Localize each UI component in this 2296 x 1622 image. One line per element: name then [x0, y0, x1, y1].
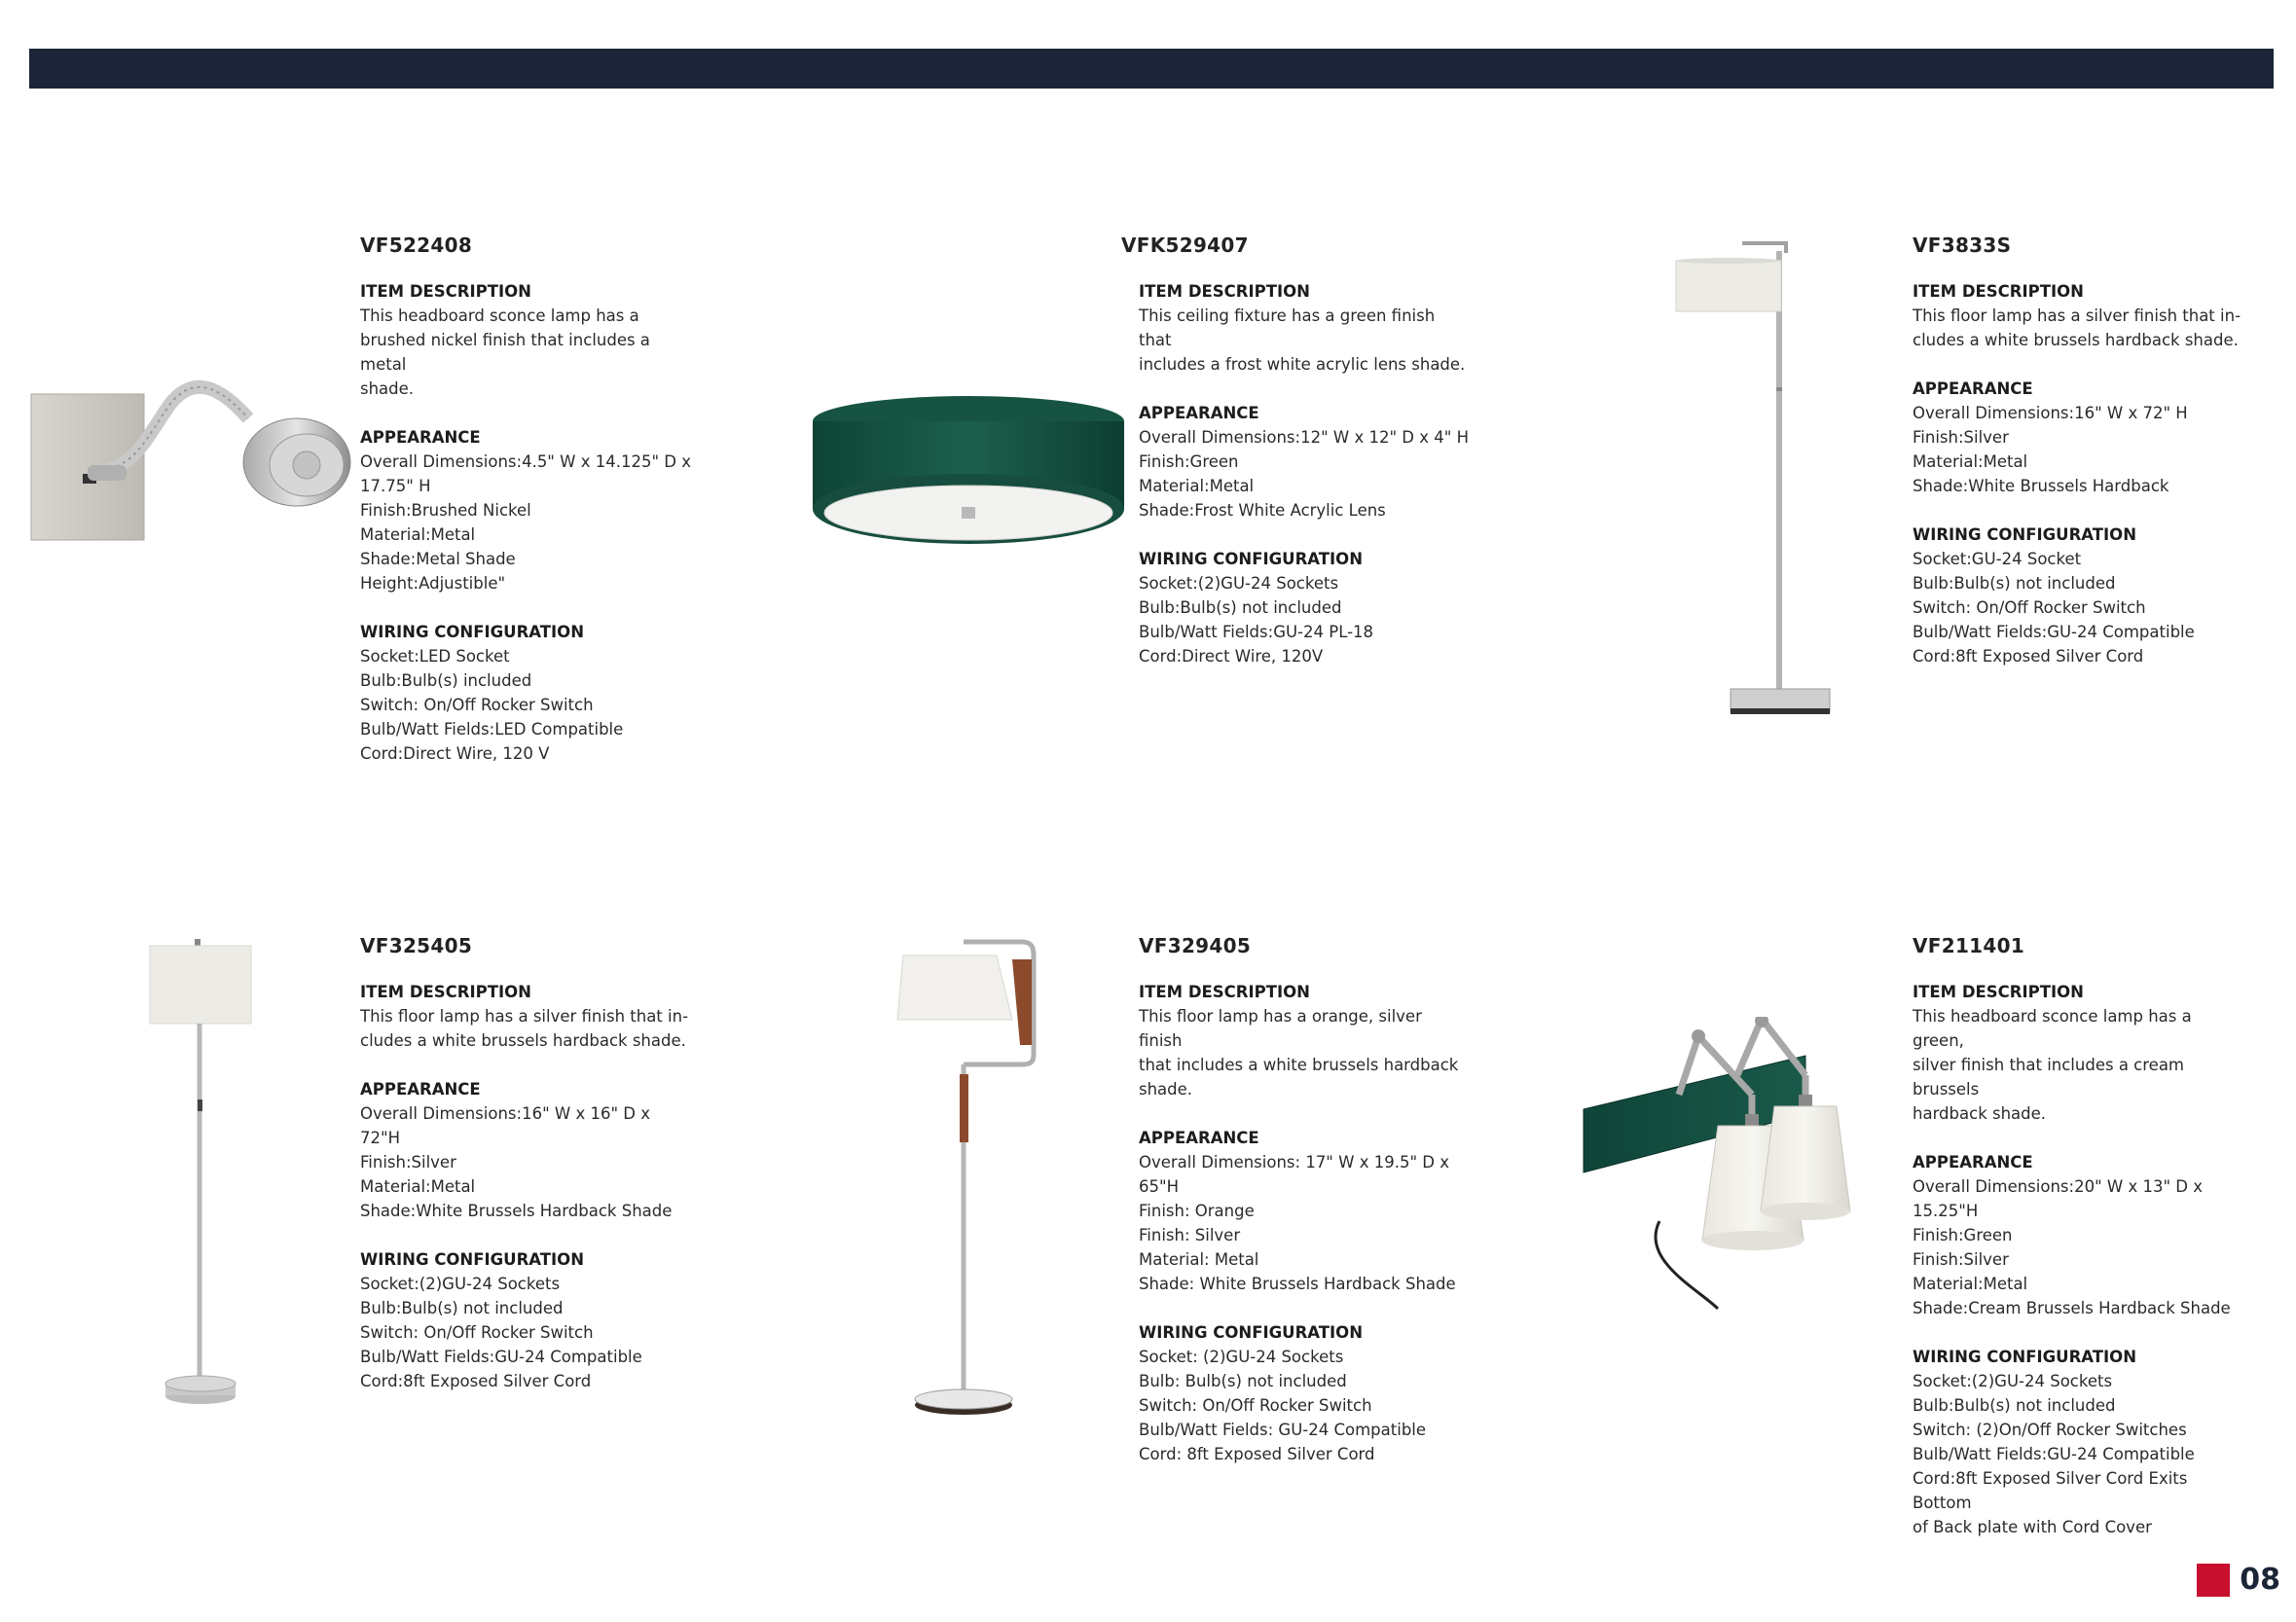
wiring-line: Bulb/Watt Fields:GU-24 Compatible — [360, 1348, 642, 1366]
wiring-title: WIRING CONFIGURATION — [360, 1250, 585, 1269]
wiring-line: of Back plate with Cord Cover — [1913, 1518, 2152, 1536]
description-line: This floor lamp has a orange, silver finish — [1139, 1007, 1428, 1050]
appearance-title: APPEARANCE — [1913, 379, 2033, 398]
appearance-line: 15.25"H — [1913, 1202, 1979, 1220]
appearance-line: Shade: White Brussels Hardback Shade — [1139, 1275, 1456, 1293]
appearance-line: Shade:White Brussels Hardback Shade — [360, 1202, 673, 1220]
product-info — [1121, 234, 1470, 668]
appearance-line: Finish:Silver — [1913, 1250, 2009, 1269]
appearance-line: Material:Metal — [360, 1177, 476, 1196]
appearance-line: Finish:Brushed Nickel — [360, 501, 531, 520]
product-card — [808, 934, 1548, 1557]
description-line: cludes a white brussels hardback shade. — [1913, 331, 2239, 349]
ceiling-fixture-image — [808, 394, 1129, 559]
product-code: VF3833S — [1913, 234, 2012, 257]
wiring-line: Bulb: Bulb(s) not included — [1139, 1372, 1347, 1390]
appearance-line: Finish:Green — [1139, 452, 1239, 471]
wiring-line: Cord:Direct Wire, 120V — [1139, 647, 1324, 666]
product-code: VF522408 — [360, 234, 473, 257]
appearance-line: Material:Metal — [1139, 477, 1255, 495]
appearance-line: Material: Metal — [1139, 1250, 1259, 1269]
wiring-line: Socket:GU-24 Socket — [1913, 550, 2082, 568]
product-info — [360, 234, 691, 766]
wiring-title: WIRING CONFIGURATION — [1913, 525, 2137, 544]
product-code: VF325405 — [360, 934, 473, 957]
description-title: ITEM DESCRIPTION — [1913, 983, 2084, 1001]
wiring-line: Cord:8ft Exposed Silver Cord — [360, 1372, 592, 1390]
wiring-line: Bulb/Watt Fields: GU-24 Compatible — [1139, 1421, 1427, 1439]
wiring-title: WIRING CONFIGURATION — [1139, 1323, 1364, 1342]
description-line: shade. — [1139, 1080, 1193, 1099]
wiring-title: WIRING CONFIGURATION — [360, 623, 585, 641]
wiring-line: Cord:8ft Exposed Silver Cord — [1913, 647, 2144, 666]
appearance-title: APPEARANCE — [1139, 404, 1259, 422]
description-line: hardback shade. — [1913, 1104, 2047, 1123]
appearance-line: Material:Metal — [360, 525, 476, 544]
wiring-line: Cord:8ft Exposed Silver Cord Exits Bottom — [1913, 1469, 2193, 1512]
wiring-line: Bulb/Watt Fields:GU-24 PL-18 — [1139, 623, 1374, 641]
description-title: ITEM DESCRIPTION — [1139, 282, 1310, 301]
appearance-line: Finish:Silver — [1913, 428, 2009, 447]
appearance-line: Height:Adjustible" — [360, 574, 506, 593]
appearance-line: Shade:Frost White Acrylic Lens — [1139, 501, 1386, 520]
appearance-line: Shade:White Brussels Hardback — [1913, 477, 2169, 495]
product-info — [360, 934, 691, 1393]
product-code: VF329405 — [1139, 934, 1252, 957]
description-line: shade. — [360, 379, 415, 398]
wiring-title: WIRING CONFIGURATION — [1139, 550, 1364, 568]
description-line: brushed nickel finish that includes a metal — [360, 331, 656, 374]
wiring-title: WIRING CONFIGURATION — [1913, 1348, 2137, 1366]
floor-lamp-image — [146, 934, 292, 1416]
description-line: This ceiling fixture has a green finish that — [1139, 306, 1440, 349]
product-code: VF211401 — [1913, 934, 2025, 957]
appearance-line: Overall Dimensions:16" W x 16" D x 72"H — [360, 1104, 656, 1147]
product-card — [808, 234, 1548, 856]
wiring-line: Switch: On/Off Rocker Switch — [360, 696, 594, 714]
wiring-line: Switch: On/Off Rocker Switch — [1913, 598, 2146, 617]
swing-arm-floor-lamp-image — [895, 938, 1041, 1424]
product-info — [1913, 934, 2243, 1539]
headboard-sconce-lamp-image — [29, 350, 360, 559]
appearance-title: APPEARANCE — [1913, 1153, 2033, 1171]
description-title: ITEM DESCRIPTION — [1913, 282, 2084, 301]
appearance-line: Material:Metal — [1913, 452, 2028, 471]
description-title: ITEM DESCRIPTION — [360, 282, 531, 301]
description-line: that includes a white brussels hardback — [1139, 1056, 1459, 1074]
product-info — [1913, 234, 2243, 668]
appearance-line: Overall Dimensions:12" W x 12" D x 4" H — [1139, 428, 1469, 447]
description-line: includes a frost white acrylic lens shade. — [1139, 355, 1466, 374]
wiring-line: Cord: 8ft Exposed Silver Cord — [1139, 1445, 1375, 1463]
description-line: silver finish that includes a cream brussels — [1913, 1056, 2190, 1099]
appearance-line: Overall Dimensions: 17" W x 19.5" D x — [1139, 1153, 1450, 1171]
appearance-line: Shade:Metal Shade — [360, 550, 516, 568]
product-card — [1582, 934, 2296, 1557]
appearance-line: Finish: Orange — [1139, 1202, 1255, 1220]
appearance-title: APPEARANCE — [360, 1080, 481, 1099]
product-card — [29, 934, 769, 1557]
wiring-line: Bulb:Bulb(s) not included — [1913, 1396, 2116, 1415]
appearance-line: Material:Metal — [1913, 1275, 2028, 1293]
appearance-line: Shade:Cream Brussels Hardback Shade — [1913, 1299, 2231, 1317]
description-line: This floor lamp has a silver finish that in- — [1913, 306, 2241, 325]
wiring-line: Socket:LED Socket — [360, 647, 510, 666]
appearance-line: Overall Dimensions:4.5" W x 14.125" D x — [360, 452, 691, 471]
description-title: ITEM DESCRIPTION — [1139, 983, 1310, 1001]
description-line: This headboard sconce lamp has a green, — [1913, 1007, 2197, 1050]
appearance-line: Finish: Silver — [1139, 1226, 1241, 1244]
wiring-line: Bulb/Watt Fields:GU-24 Compatible — [1913, 1445, 2195, 1463]
wiring-line: Socket: (2)GU-24 Sockets — [1139, 1348, 1344, 1366]
appearance-title: APPEARANCE — [1139, 1129, 1259, 1147]
appearance-line: 17.75" H — [360, 477, 431, 495]
appearance-line: 65"H — [1139, 1177, 1179, 1196]
appearance-line: Finish:Green — [1913, 1226, 2013, 1244]
red-square-marker — [2197, 1564, 2230, 1597]
page-number-badge — [2197, 1563, 2280, 1597]
appearance-line: Finish:Silver — [360, 1153, 456, 1171]
arc-floor-lamp-image — [1674, 241, 1849, 728]
description-title: ITEM DESCRIPTION — [360, 983, 531, 1001]
appearance-title: APPEARANCE — [360, 428, 481, 447]
wiring-line: Bulb:Bulb(s) not included — [360, 1299, 564, 1317]
wiring-line: Bulb/Watt Fields:LED Compatible — [360, 720, 624, 739]
product-card — [1582, 234, 2296, 856]
header-bar — [29, 49, 2274, 89]
description-line: cludes a white brussels hardback shade. — [360, 1031, 686, 1050]
description-line: This floor lamp has a silver finish that in- — [360, 1007, 689, 1026]
description-line: This headboard sconce lamp has a — [360, 306, 639, 325]
product-card — [29, 234, 769, 856]
double-sconce-image — [1582, 1017, 1874, 1338]
appearance-line: Overall Dimensions:16" W x 72" H — [1913, 404, 2188, 422]
wiring-line: Bulb:Bulb(s) not included — [1139, 598, 1342, 617]
page-number: 08 — [2240, 1563, 2280, 1597]
wiring-line: Bulb:Bulb(s) not included — [1913, 574, 2116, 593]
wiring-line: Bulb:Bulb(s) included — [360, 671, 532, 690]
product-info — [1139, 934, 1470, 1466]
wiring-line: Cord:Direct Wire, 120 V — [360, 744, 550, 763]
wiring-line: Socket:(2)GU-24 Sockets — [1913, 1372, 2113, 1390]
wiring-line: Switch: On/Off Rocker Switch — [360, 1323, 594, 1342]
wiring-line: Bulb/Watt Fields:GU-24 Compatible — [1913, 623, 2195, 641]
wiring-line: Socket:(2)GU-24 Sockets — [1139, 574, 1339, 593]
wiring-line: Switch: (2)On/Off Rocker Switches — [1913, 1421, 2187, 1439]
wiring-line: Socket:(2)GU-24 Sockets — [360, 1275, 561, 1293]
appearance-line: Overall Dimensions:20" W x 13" D x — [1913, 1177, 2204, 1196]
wiring-line: Switch: On/Off Rocker Switch — [1139, 1396, 1372, 1415]
product-code: VFK529407 — [1121, 234, 1249, 257]
